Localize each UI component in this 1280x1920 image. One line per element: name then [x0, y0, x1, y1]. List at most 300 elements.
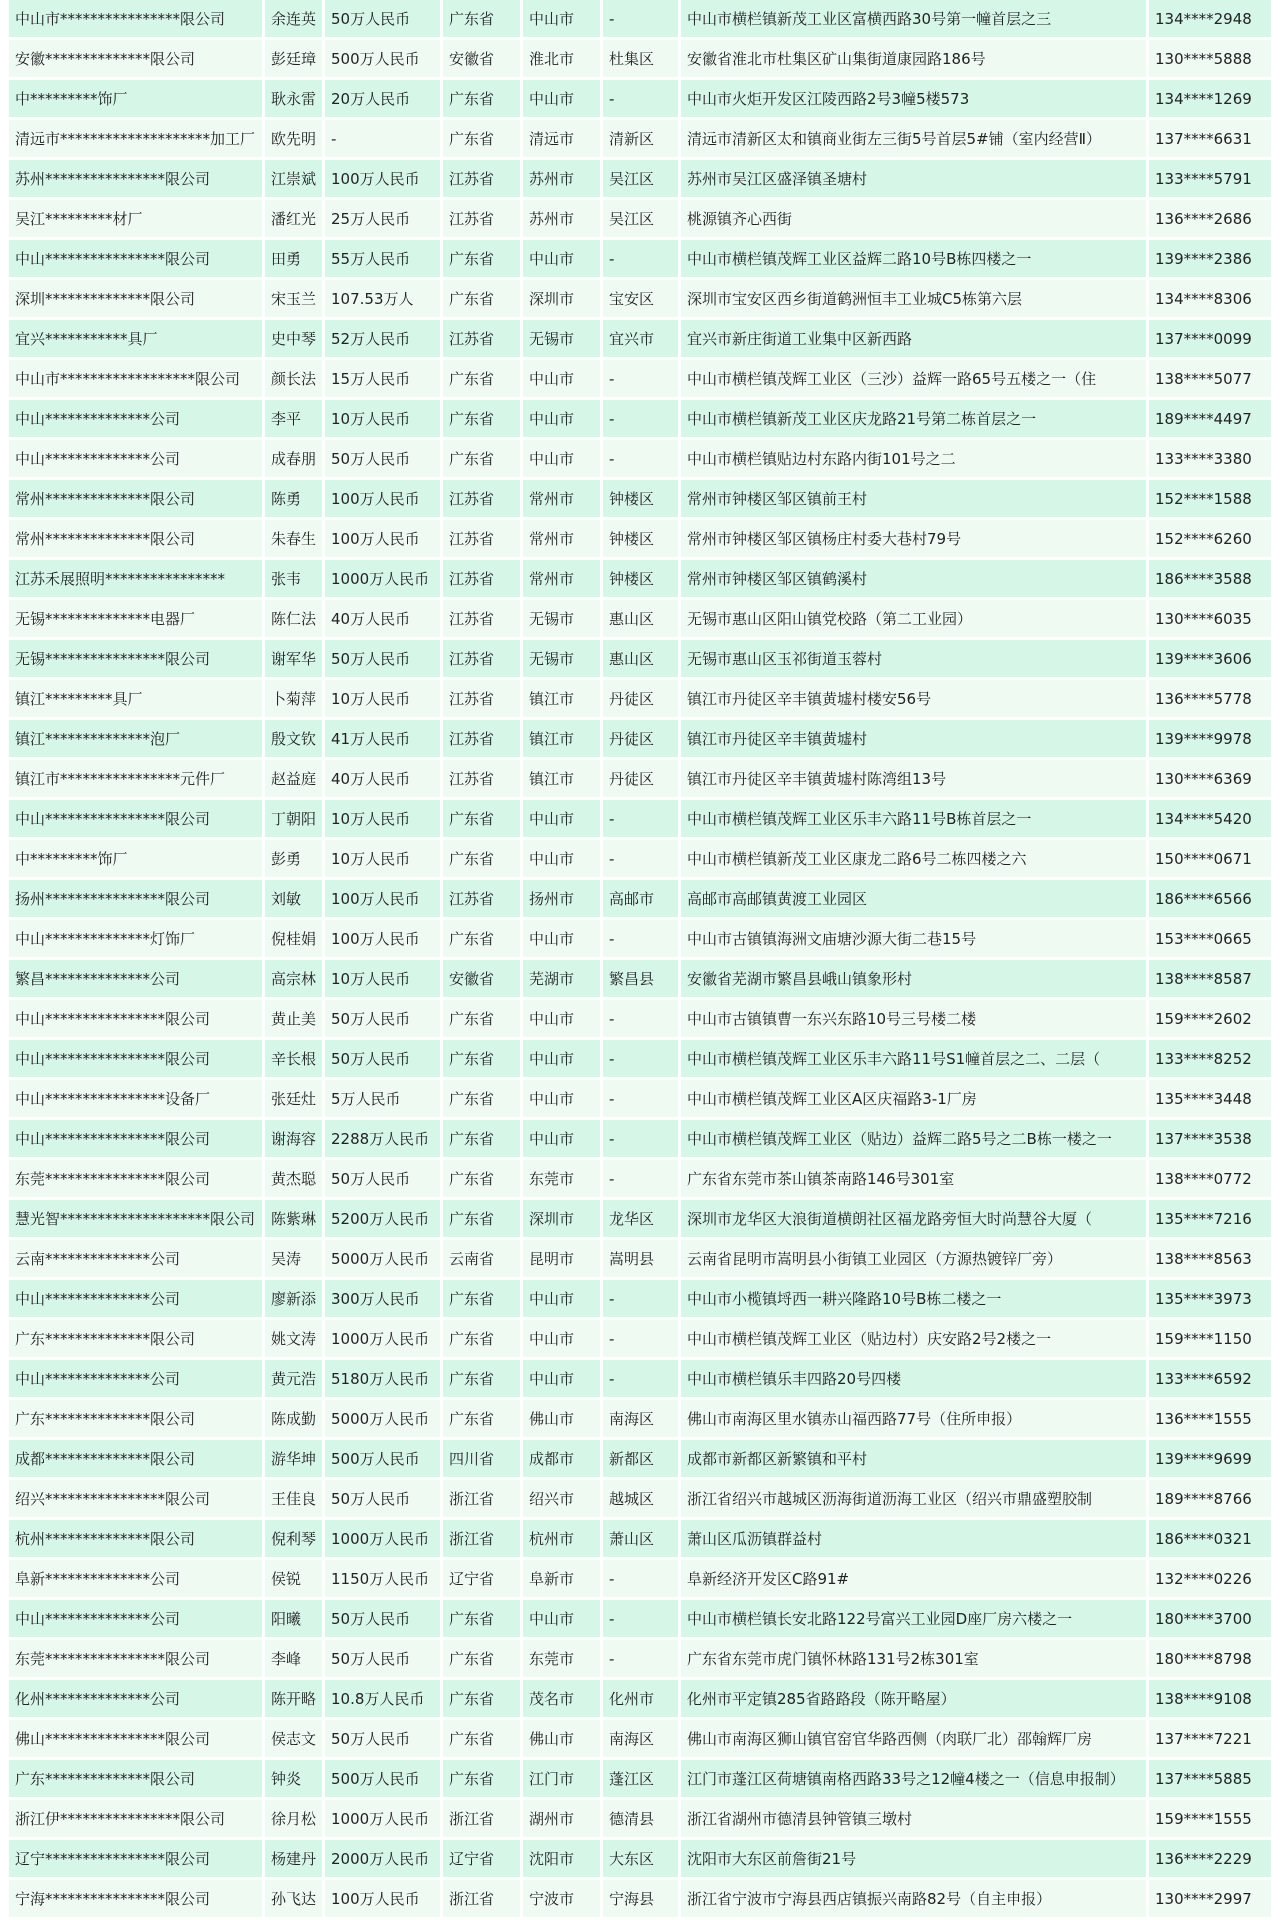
address-cell: 中山市横栏镇新茂工业区庆龙路21号第二栋首层之一	[681, 400, 1146, 440]
legal-rep-cell: 欧先明	[265, 120, 322, 160]
legal-rep-cell: 钟炎	[265, 1760, 322, 1800]
legal-rep-cell: 侯锐	[265, 1560, 322, 1600]
table-row	[9, 480, 1271, 520]
legal-rep-cell: 黄杰聪	[265, 1160, 322, 1200]
district-cell: -	[603, 1560, 678, 1600]
phone-cell: 186****6566	[1149, 880, 1271, 920]
legal-rep-cell: 谢海容	[265, 1120, 322, 1160]
city-cell: 中山市	[523, 400, 600, 440]
registered-capital-cell: 300万人民币	[325, 1280, 440, 1320]
city-cell: 深圳市	[523, 280, 600, 320]
city-cell: 中山市	[523, 360, 600, 400]
company-name-cell: 中山**************公司	[9, 400, 262, 440]
district-cell: -	[603, 840, 678, 880]
legal-rep-cell: 成春朋	[265, 440, 322, 480]
registered-capital-cell: 1000万人民币	[325, 560, 440, 600]
company-name-cell: 中*********饰厂	[9, 80, 262, 120]
address-cell: 中山市横栏镇新茂工业区康龙二路6号二栋四楼之六	[681, 840, 1146, 880]
company-name-cell: 中山**************公司	[9, 1360, 262, 1400]
legal-rep-cell: 游华坤	[265, 1440, 322, 1480]
city-cell: 绍兴市	[523, 1480, 600, 1520]
phone-cell: 138****9108	[1149, 1680, 1271, 1720]
legal-rep-cell: 彭廷璋	[265, 40, 322, 80]
province-cell: 广东省	[443, 800, 520, 840]
phone-cell: 130****6035	[1149, 600, 1271, 640]
registered-capital-cell: 2288万人民币	[325, 1120, 440, 1160]
legal-rep-cell: 黄元浩	[265, 1360, 322, 1400]
registered-capital-cell: 1000万人民币	[325, 1520, 440, 1560]
city-cell: 镇江市	[523, 720, 600, 760]
province-cell: 广东省	[443, 280, 520, 320]
address-cell: 中山市横栏镇长安北路122号富兴工业园D座厂房六楼之一	[681, 1600, 1146, 1640]
company-name-cell: 扬州****************限公司	[9, 880, 262, 920]
phone-cell: 133****6592	[1149, 1360, 1271, 1400]
city-cell: 深圳市	[523, 1200, 600, 1240]
district-cell: 吴江区	[603, 160, 678, 200]
phone-cell: 136****1555	[1149, 1400, 1271, 1440]
city-cell: 东莞市	[523, 1160, 600, 1200]
legal-rep-cell: 谢军华	[265, 640, 322, 680]
province-cell: 广东省	[443, 0, 520, 40]
registered-capital-cell: 50万人民币	[325, 440, 440, 480]
district-cell: -	[603, 1360, 678, 1400]
registered-capital-cell: 25万人民币	[325, 200, 440, 240]
registered-capital-cell: 100万人民币	[325, 1880, 440, 1920]
province-cell: 广东省	[443, 1120, 520, 1160]
table-row	[9, 1120, 1271, 1160]
registered-capital-cell: 5000万人民币	[325, 1240, 440, 1280]
table-row	[9, 840, 1271, 880]
registered-capital-cell: 40万人民币	[325, 760, 440, 800]
company-name-cell: 阜新**************公司	[9, 1560, 262, 1600]
table-row	[9, 440, 1271, 480]
legal-rep-cell: 王佳良	[265, 1480, 322, 1520]
company-name-cell: 杭州**************限公司	[9, 1520, 262, 1560]
address-cell: 镇江市丹徒区辛丰镇黄墟村楼安56号	[681, 680, 1146, 720]
city-cell: 中山市	[523, 80, 600, 120]
company-name-cell: 慧光智********************限公司	[9, 1200, 262, 1240]
company-name-cell: 镇江市****************元件厂	[9, 760, 262, 800]
company-name-cell: 广东**************限公司	[9, 1760, 262, 1800]
phone-cell: 130****2997	[1149, 1880, 1271, 1920]
district-cell: -	[603, 800, 678, 840]
table-row	[9, 1320, 1271, 1360]
company-name-cell: 成都**************限公司	[9, 1440, 262, 1480]
address-cell: 苏州市吴江区盛泽镇圣塘村	[681, 160, 1146, 200]
address-cell: 常州市钟楼区邹区镇鹤溪村	[681, 560, 1146, 600]
address-cell: 化州市平定镇285省路路段（陈开略屋）	[681, 1680, 1146, 1720]
legal-rep-cell: 刘敏	[265, 880, 322, 920]
city-cell: 中山市	[523, 1280, 600, 1320]
company-table-body	[9, 0, 1271, 1920]
registered-capital-cell: 50万人民币	[325, 1000, 440, 1040]
table-row	[9, 800, 1271, 840]
phone-cell: 159****1555	[1149, 1800, 1271, 1840]
phone-cell: 136****5778	[1149, 680, 1271, 720]
city-cell: 无锡市	[523, 320, 600, 360]
province-cell: 广东省	[443, 360, 520, 400]
registered-capital-cell: 40万人民币	[325, 600, 440, 640]
registered-capital-cell: 100万人民币	[325, 880, 440, 920]
city-cell: 宁波市	[523, 1880, 600, 1920]
district-cell: -	[603, 80, 678, 120]
company-name-cell: 镇江**************泡厂	[9, 720, 262, 760]
province-cell: 广东省	[443, 1160, 520, 1200]
registered-capital-cell: -	[325, 120, 440, 160]
table-row	[9, 560, 1271, 600]
city-cell: 常州市	[523, 480, 600, 520]
address-cell: 萧山区瓜沥镇群益村	[681, 1520, 1146, 1560]
city-cell: 沈阳市	[523, 1840, 600, 1880]
district-cell: 钟楼区	[603, 520, 678, 560]
registered-capital-cell: 107.53万人	[325, 280, 440, 320]
legal-rep-cell: 宋玉兰	[265, 280, 322, 320]
registered-capital-cell: 50万人民币	[325, 1640, 440, 1680]
province-cell: 广东省	[443, 1200, 520, 1240]
address-cell: 镇江市丹徒区辛丰镇黄墟村陈湾组13号	[681, 760, 1146, 800]
address-cell: 成都市新都区新繁镇和平村	[681, 1440, 1146, 1480]
registered-capital-cell: 52万人民币	[325, 320, 440, 360]
province-cell: 广东省	[443, 840, 520, 880]
address-cell: 中山市横栏镇茂辉工业区益辉二路10号B栋四楼之一	[681, 240, 1146, 280]
registered-capital-cell: 5180万人民币	[325, 1360, 440, 1400]
legal-rep-cell: 辛长根	[265, 1040, 322, 1080]
registered-capital-cell: 1000万人民币	[325, 1320, 440, 1360]
table-row	[9, 1880, 1271, 1920]
registered-capital-cell: 500万人民币	[325, 40, 440, 80]
registered-capital-cell: 50万人民币	[325, 1600, 440, 1640]
address-cell: 江门市蓬江区荷塘镇南格西路33号之12幢4楼之一（信息申报制）	[681, 1760, 1146, 1800]
city-cell: 中山市	[523, 1080, 600, 1120]
registered-capital-cell: 100万人民币	[325, 920, 440, 960]
registered-capital-cell: 1150万人民币	[325, 1560, 440, 1600]
registered-capital-cell: 50万人民币	[325, 1480, 440, 1520]
legal-rep-cell: 赵益庭	[265, 760, 322, 800]
legal-rep-cell: 卜菊萍	[265, 680, 322, 720]
company-name-cell: 中山****************限公司	[9, 1120, 262, 1160]
province-cell: 江苏省	[443, 560, 520, 600]
city-cell: 苏州市	[523, 200, 600, 240]
address-cell: 浙江省宁波市宁海县西店镇振兴南路82号（自主申报）	[681, 1880, 1146, 1920]
registered-capital-cell: 41万人民币	[325, 720, 440, 760]
table-row	[9, 880, 1271, 920]
district-cell: -	[603, 1600, 678, 1640]
province-cell: 广东省	[443, 1080, 520, 1120]
phone-cell: 138****0772	[1149, 1160, 1271, 1200]
district-cell: 杜集区	[603, 40, 678, 80]
province-cell: 广东省	[443, 920, 520, 960]
company-name-cell: 中山**************公司	[9, 440, 262, 480]
phone-cell: 133****5791	[1149, 160, 1271, 200]
city-cell: 中山市	[523, 1320, 600, 1360]
phone-cell: 130****5888	[1149, 40, 1271, 80]
legal-rep-cell: 朱春生	[265, 520, 322, 560]
phone-cell: 180****3700	[1149, 1600, 1271, 1640]
district-cell: -	[603, 1000, 678, 1040]
company-name-cell: 中山**************公司	[9, 1600, 262, 1640]
city-cell: 中山市	[523, 1000, 600, 1040]
company-name-cell: 辽宁****************限公司	[9, 1840, 262, 1880]
legal-rep-cell: 丁朝阳	[265, 800, 322, 840]
province-cell: 浙江省	[443, 1520, 520, 1560]
legal-rep-cell: 李平	[265, 400, 322, 440]
registered-capital-cell: 55万人民币	[325, 240, 440, 280]
city-cell: 淮北市	[523, 40, 600, 80]
address-cell: 常州市钟楼区邹区镇前王村	[681, 480, 1146, 520]
city-cell: 中山市	[523, 1040, 600, 1080]
district-cell: 蓬江区	[603, 1760, 678, 1800]
company-name-cell: 苏州****************限公司	[9, 160, 262, 200]
phone-cell: 152****6260	[1149, 520, 1271, 560]
city-cell: 常州市	[523, 560, 600, 600]
phone-cell: 135****3448	[1149, 1080, 1271, 1120]
table-row	[9, 1640, 1271, 1680]
registered-capital-cell: 100万人民币	[325, 480, 440, 520]
address-cell: 中山市横栏镇茂辉工业区乐丰六路11号S1幢首层之二、二层（	[681, 1040, 1146, 1080]
table-row	[9, 760, 1271, 800]
phone-cell: 134****8306	[1149, 280, 1271, 320]
legal-rep-cell: 黄止美	[265, 1000, 322, 1040]
address-cell: 中山市横栏镇乐丰四路20号四楼	[681, 1360, 1146, 1400]
table-row	[9, 1440, 1271, 1480]
legal-rep-cell: 颜长法	[265, 360, 322, 400]
company-name-cell: 广东**************限公司	[9, 1320, 262, 1360]
address-cell: 桃源镇齐心西街	[681, 200, 1146, 240]
registered-capital-cell: 500万人民币	[325, 1760, 440, 1800]
address-cell: 浙江省绍兴市越城区沥海街道沥海工业区（绍兴市鼎盛塑胶制	[681, 1480, 1146, 1520]
table-row	[9, 160, 1271, 200]
phone-cell: 139****9699	[1149, 1440, 1271, 1480]
registered-capital-cell: 20万人民币	[325, 80, 440, 120]
registered-capital-cell: 2000万人民币	[325, 1840, 440, 1880]
legal-rep-cell: 倪利琴	[265, 1520, 322, 1560]
phone-cell: 136****2686	[1149, 200, 1271, 240]
legal-rep-cell: 史中琴	[265, 320, 322, 360]
province-cell: 广东省	[443, 80, 520, 120]
province-cell: 辽宁省	[443, 1840, 520, 1880]
company-name-cell: 中山****************限公司	[9, 800, 262, 840]
city-cell: 中山市	[523, 840, 600, 880]
province-cell: 江苏省	[443, 200, 520, 240]
district-cell: 新都区	[603, 1440, 678, 1480]
phone-cell: 135****7216	[1149, 1200, 1271, 1240]
phone-cell: 159****2602	[1149, 1000, 1271, 1040]
phone-cell: 137****6631	[1149, 120, 1271, 160]
registered-capital-cell: 5000万人民币	[325, 1400, 440, 1440]
city-cell: 常州市	[523, 520, 600, 560]
province-cell: 广东省	[443, 120, 520, 160]
table-row	[9, 280, 1271, 320]
province-cell: 江苏省	[443, 600, 520, 640]
table-row	[9, 1800, 1271, 1840]
district-cell: 萧山区	[603, 1520, 678, 1560]
district-cell: -	[603, 360, 678, 400]
province-cell: 江苏省	[443, 520, 520, 560]
district-cell: -	[603, 1080, 678, 1120]
registered-capital-cell: 100万人民币	[325, 520, 440, 560]
phone-cell: 139****2386	[1149, 240, 1271, 280]
province-cell: 浙江省	[443, 1480, 520, 1520]
city-cell: 茂名市	[523, 1680, 600, 1720]
district-cell: 钟楼区	[603, 480, 678, 520]
registered-capital-cell: 50万人民币	[325, 640, 440, 680]
district-cell: 繁昌县	[603, 960, 678, 1000]
table-row	[9, 1480, 1271, 1520]
registered-capital-cell: 5200万人民币	[325, 1200, 440, 1240]
legal-rep-cell: 侯志文	[265, 1720, 322, 1760]
phone-cell: 134****2948	[1149, 0, 1271, 40]
legal-rep-cell: 孙飞达	[265, 1880, 322, 1920]
province-cell: 江苏省	[443, 680, 520, 720]
legal-rep-cell: 陈开略	[265, 1680, 322, 1720]
district-cell: -	[603, 1120, 678, 1160]
company-name-cell: 绍兴****************限公司	[9, 1480, 262, 1520]
address-cell: 广东省东莞市虎门镇怀林路131号2栋301室	[681, 1640, 1146, 1680]
company-name-cell: 中山市****************限公司	[9, 0, 262, 40]
province-cell: 广东省	[443, 1680, 520, 1720]
district-cell: -	[603, 400, 678, 440]
table-row	[9, 1000, 1271, 1040]
table-row	[9, 720, 1271, 760]
legal-rep-cell: 殷文钦	[265, 720, 322, 760]
address-cell: 中山市横栏镇茂辉工业区A区庆福路3-1厂房	[681, 1080, 1146, 1120]
phone-cell: 137****0099	[1149, 320, 1271, 360]
company-name-cell: 东莞****************限公司	[9, 1160, 262, 1200]
phone-cell: 133****8252	[1149, 1040, 1271, 1080]
phone-cell: 152****1588	[1149, 480, 1271, 520]
address-cell: 中山市横栏镇茂辉工业区（贴边）益辉二路5号之二B栋一楼之一	[681, 1120, 1146, 1160]
table-row	[9, 680, 1271, 720]
address-cell: 深圳市龙华区大浪街道横朗社区福龙路旁恒大时尚慧谷大厦（	[681, 1200, 1146, 1240]
legal-rep-cell: 陈紫琳	[265, 1200, 322, 1240]
province-cell: 浙江省	[443, 1800, 520, 1840]
district-cell: 惠山区	[603, 640, 678, 680]
phone-cell: 135****3973	[1149, 1280, 1271, 1320]
phone-cell: 134****5420	[1149, 800, 1271, 840]
company-name-cell: 镇江*********具厂	[9, 680, 262, 720]
table-row	[9, 920, 1271, 960]
province-cell: 广东省	[443, 440, 520, 480]
district-cell: 丹徒区	[603, 680, 678, 720]
district-cell: 南海区	[603, 1400, 678, 1440]
district-cell: 嵩明县	[603, 1240, 678, 1280]
company-name-cell: 安徽**************限公司	[9, 40, 262, 80]
table-row	[9, 1240, 1271, 1280]
registered-capital-cell: 100万人民币	[325, 160, 440, 200]
address-cell: 中山市横栏镇茂辉工业区乐丰六路11号B栋首层之一	[681, 800, 1146, 840]
district-cell: 高邮市	[603, 880, 678, 920]
company-name-cell: 中*********饰厂	[9, 840, 262, 880]
city-cell: 昆明市	[523, 1240, 600, 1280]
district-cell: -	[603, 1280, 678, 1320]
province-cell: 广东省	[443, 1720, 520, 1760]
address-cell: 安徽省芜湖市繁昌县峨山镇象形村	[681, 960, 1146, 1000]
legal-rep-cell: 杨建丹	[265, 1840, 322, 1880]
city-cell: 芜湖市	[523, 960, 600, 1000]
company-name-cell: 云南**************公司	[9, 1240, 262, 1280]
table-row	[9, 1280, 1271, 1320]
city-cell: 扬州市	[523, 880, 600, 920]
address-cell: 云南省昆明市嵩明县小街镇工业园区（方源热镀锌厂旁）	[681, 1240, 1146, 1280]
city-cell: 中山市	[523, 1600, 600, 1640]
district-cell: -	[603, 1640, 678, 1680]
phone-cell: 153****0665	[1149, 920, 1271, 960]
registered-capital-cell: 500万人民币	[325, 1440, 440, 1480]
address-cell: 中山市古镇镇海洲文庙塘沙源大街二巷15号	[681, 920, 1146, 960]
phone-cell: 186****0321	[1149, 1520, 1271, 1560]
phone-cell: 189****8766	[1149, 1480, 1271, 1520]
province-cell: 广东省	[443, 400, 520, 440]
phone-cell: 139****9978	[1149, 720, 1271, 760]
address-cell: 清远市清新区太和镇商业街左三街5号首层5#铺（室内经营Ⅱ）	[681, 120, 1146, 160]
phone-cell: 137****5885	[1149, 1760, 1271, 1800]
province-cell: 江苏省	[443, 640, 520, 680]
province-cell: 广东省	[443, 1640, 520, 1680]
province-cell: 广东省	[443, 1000, 520, 1040]
registered-capital-cell: 50万人民币	[325, 0, 440, 40]
legal-rep-cell: 吴涛	[265, 1240, 322, 1280]
city-cell: 苏州市	[523, 160, 600, 200]
table-row	[9, 1400, 1271, 1440]
address-cell: 高邮市高邮镇黄渡工业园区	[681, 880, 1146, 920]
city-cell: 清远市	[523, 120, 600, 160]
province-cell: 浙江省	[443, 1880, 520, 1920]
address-cell: 佛山市南海区里水镇赤山福西路77号（住所申报）	[681, 1400, 1146, 1440]
address-cell: 中山市小榄镇埒西一耕兴隆路10号B栋二楼之一	[681, 1280, 1146, 1320]
legal-rep-cell: 耿永雷	[265, 80, 322, 120]
phone-cell: 159****1150	[1149, 1320, 1271, 1360]
phone-cell: 133****3380	[1149, 440, 1271, 480]
district-cell: 德清县	[603, 1800, 678, 1840]
registered-capital-cell: 15万人民币	[325, 360, 440, 400]
district-cell: -	[603, 1160, 678, 1200]
table-row	[9, 1040, 1271, 1080]
table-row	[9, 80, 1271, 120]
registered-capital-cell: 10万人民币	[325, 680, 440, 720]
registered-capital-cell: 10万人民币	[325, 400, 440, 440]
phone-cell: 137****3538	[1149, 1120, 1271, 1160]
table-row	[9, 1720, 1271, 1760]
district-cell: 清新区	[603, 120, 678, 160]
legal-rep-cell: 张韦	[265, 560, 322, 600]
legal-rep-cell: 陈勇	[265, 480, 322, 520]
phone-cell: 137****7221	[1149, 1720, 1271, 1760]
registered-capital-cell: 10万人民币	[325, 800, 440, 840]
city-cell: 无锡市	[523, 640, 600, 680]
company-name-cell: 中山****************设备厂	[9, 1080, 262, 1120]
district-cell: -	[603, 0, 678, 40]
company-name-cell: 吴江*********材厂	[9, 200, 262, 240]
registered-capital-cell: 10万人民币	[325, 960, 440, 1000]
table-row	[9, 400, 1271, 440]
city-cell: 镇江市	[523, 760, 600, 800]
province-cell: 广东省	[443, 1280, 520, 1320]
legal-rep-cell: 彭勇	[265, 840, 322, 880]
company-name-cell: 中山**************公司	[9, 1280, 262, 1320]
legal-rep-cell: 余连英	[265, 0, 322, 40]
district-cell: -	[603, 1040, 678, 1080]
phone-cell: 132****0226	[1149, 1560, 1271, 1600]
city-cell: 中山市	[523, 1360, 600, 1400]
phone-cell: 136****2229	[1149, 1840, 1271, 1880]
city-cell: 无锡市	[523, 600, 600, 640]
table-row	[9, 1200, 1271, 1240]
legal-rep-cell: 姚文涛	[265, 1320, 322, 1360]
company-name-cell: 无锡****************限公司	[9, 640, 262, 680]
registered-capital-cell: 5万人民币	[325, 1080, 440, 1120]
province-cell: 江苏省	[443, 880, 520, 920]
city-cell: 中山市	[523, 0, 600, 40]
